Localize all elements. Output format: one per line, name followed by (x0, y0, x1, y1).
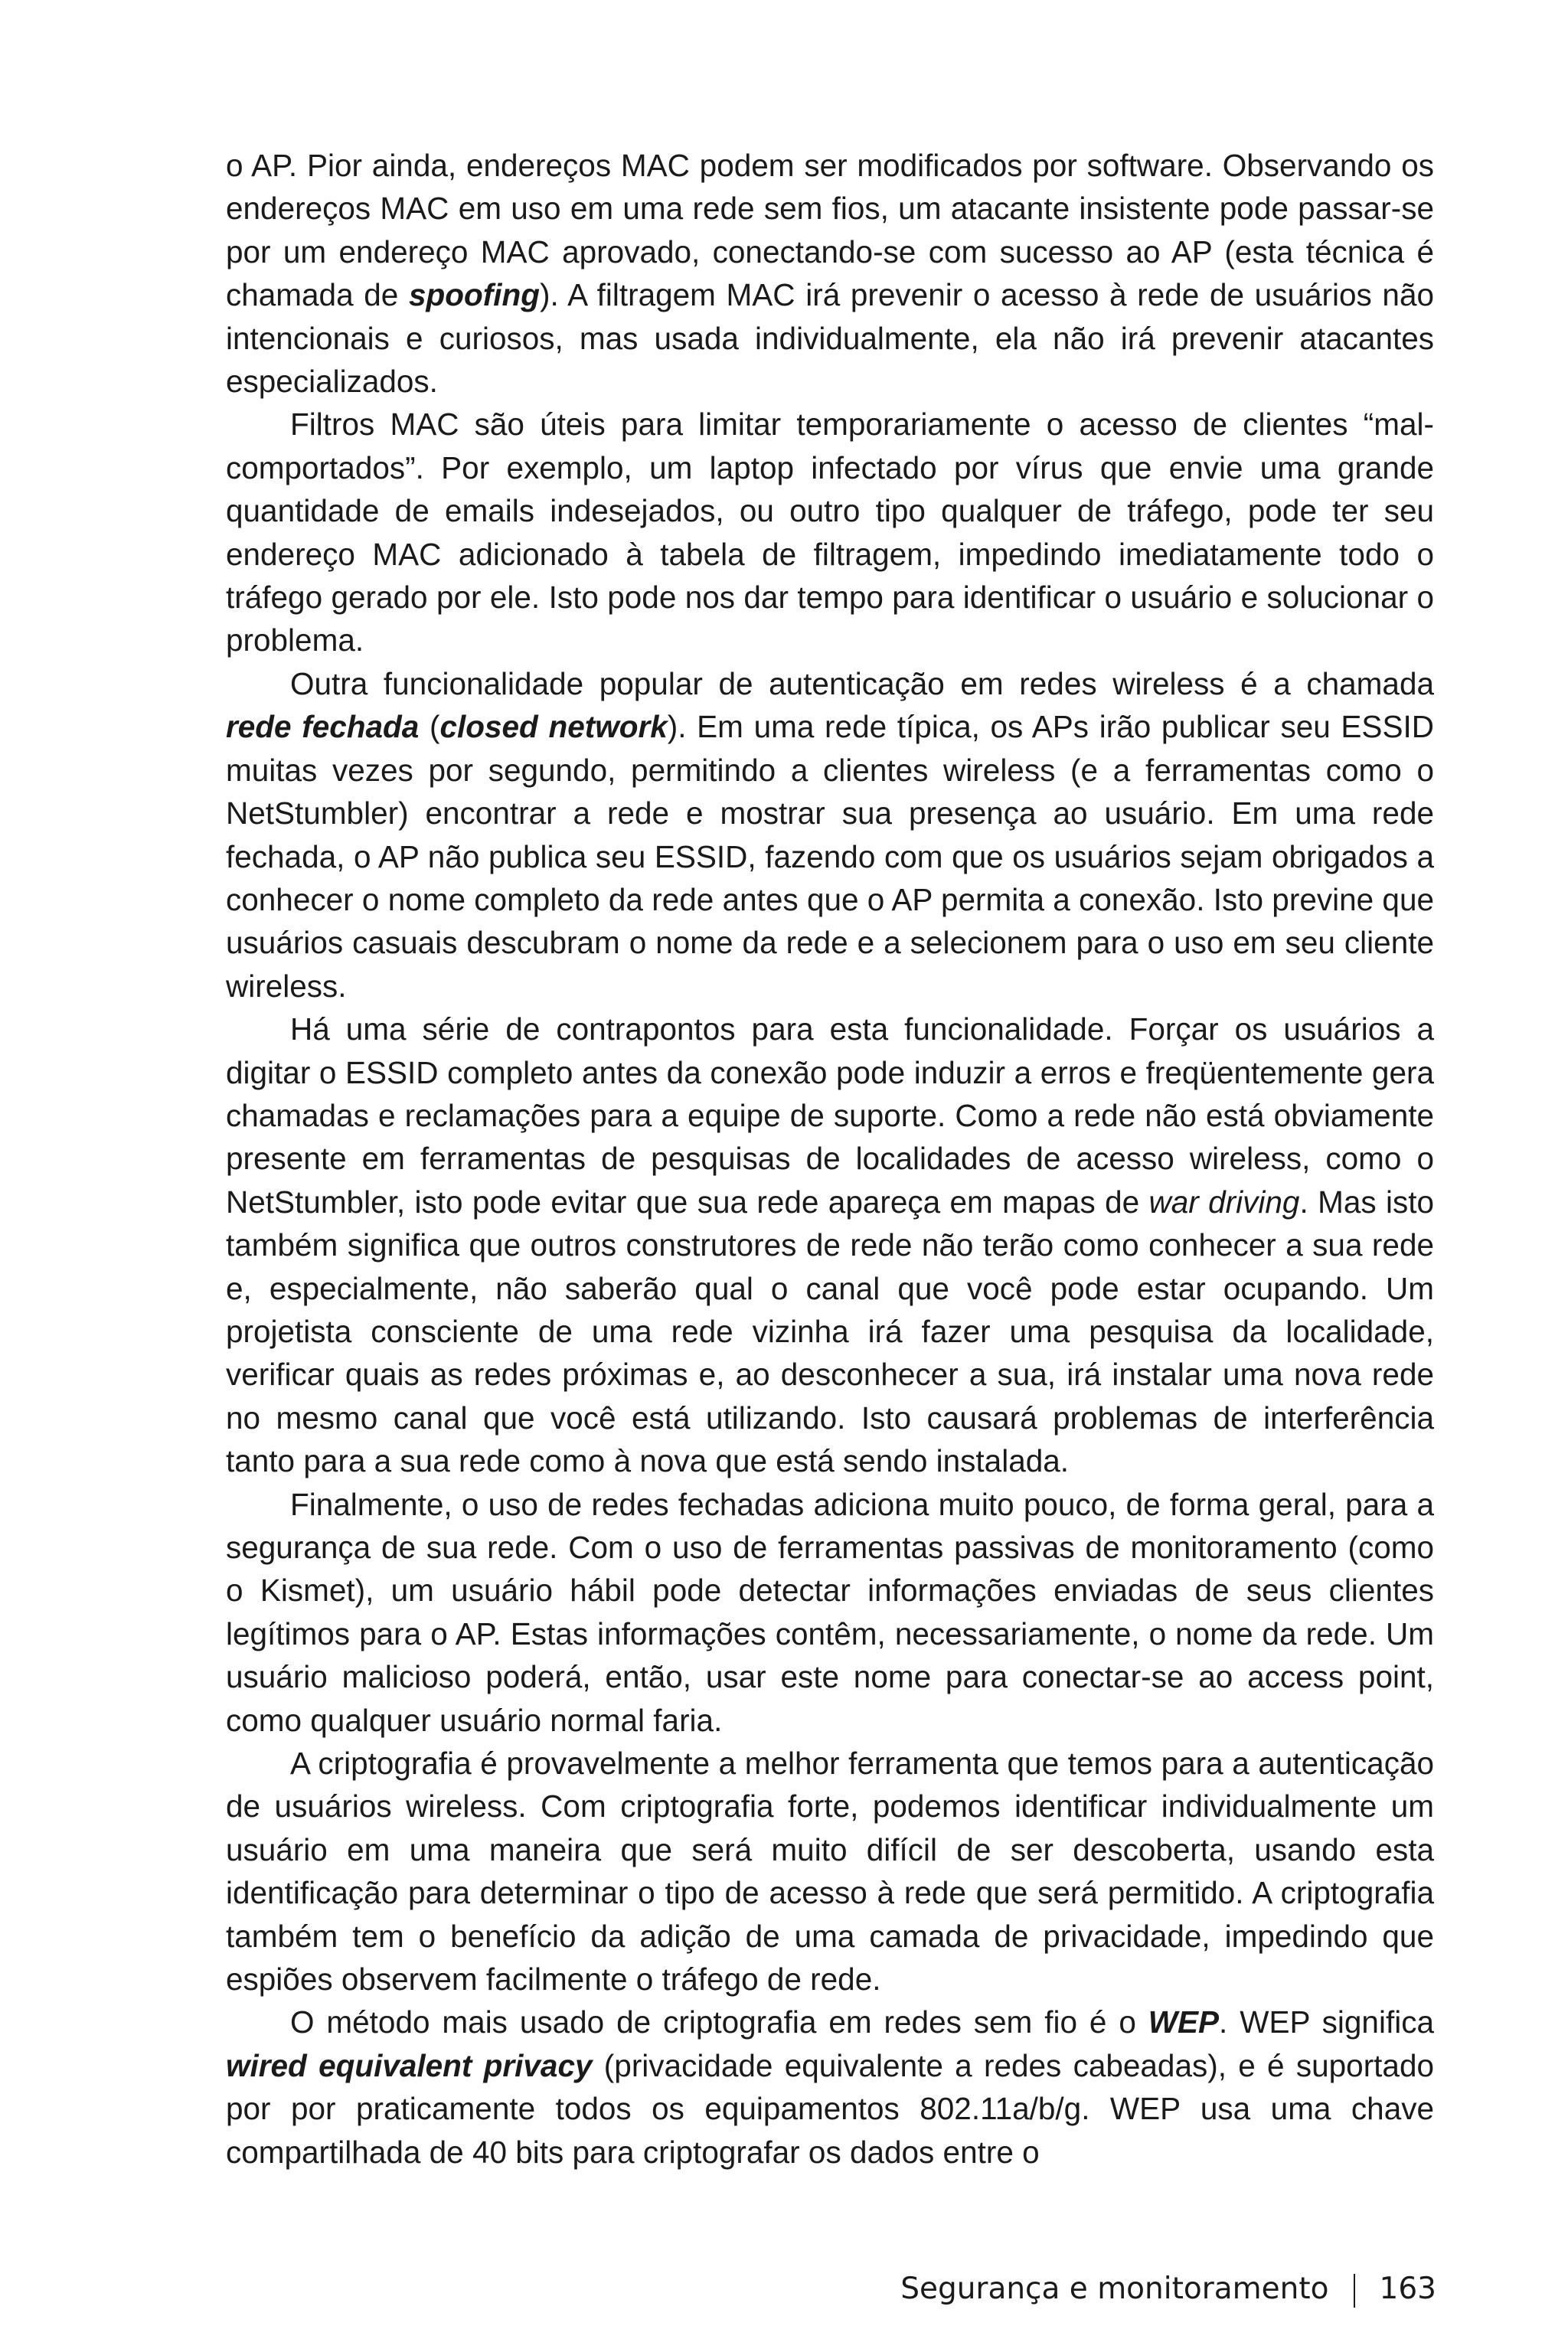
page-number: 163 (1379, 2272, 1436, 2306)
text-run: . Mas isto também significa que outros construtores de rede não terão como conhecer a sua rede e, especialmente, não saberão qual o canal que você pode estar ocupando. Um projetista consciente de uma rede vizinha irá fazer uma pesquisa da localidade, verificar quais as redes próximas e, ao desconhecer a sua, irá instalar uma nova rede no mesmo canal que você está utilizando. Isto causará problemas de interferência tanto para a sua rede como à nova que está sendo instalada. (226, 1184, 1434, 1479)
paragraph (226, 144, 1434, 403)
emphasis-term: spoofing (409, 277, 540, 313)
text-run: A criptografia é provavelmente a melhor ferramenta que temos para a autenticação de usuários wireless. Com criptografia forte, podemos identificar individualmente um usuário em uma maneira que será muito difícil de ser descoberta, usando esta identificação para determinar o tipo de acesso à rede que será permitido. A criptografia também tem o benefício da adição de uma camada de privacidade, impedindo que espiões observem facilmente o tráfego de rede. (226, 1746, 1434, 1998)
paragraph (226, 1742, 1434, 2001)
paragraph (226, 403, 1434, 662)
text-run: ). Em uma rede típica, os APs irão publicar seu ESSID muitas vezes por segundo, permitindo a clientes wireless (e a ferramentas como o NetStumbler) encontrar a rede e mostrar sua presença ao usuário. Em uma rede fechada, o AP não publica seu ESSID, fazendo com que os usuários sejam obrigados a conhecer o nome completo da rede antes que o AP permita a conexão. Isto previne que usuários casuais descubram o nome da rede e a selecionem para o uso em seu cliente wireless. (226, 709, 1434, 1004)
emphasis-term: closed network (439, 709, 668, 745)
text-run: Há uma série de contrapontos para esta funcionalidade. Forçar os usuários a digitar o ESSID completo antes da conexão pode induzir a erros e freqüentemente gera chamadas e reclamações para a equipe de suporte. Como a rede não está obviamente presente em ferramentas de pesquisas de localidades de acesso wireless, como o NetStumbler, isto pode evitar que sua rede apareça em mapas de (226, 1011, 1434, 1220)
text-run: ( (419, 709, 440, 745)
emphasis-term: wired equivalent privacy (226, 2047, 593, 2083)
emphasis-term: WEP (1148, 2004, 1220, 2040)
footer-divider (1354, 2274, 1355, 2308)
page-footer (900, 2268, 1436, 2311)
text-run: o AP. Pior ainda, endereços MAC podem ser modificados por software. Observando os endereços MAC em uso em uma rede sem fios, um atacante insistente pode passar-se por um endereço MAC aprovado, conectando-se com sucesso ao AP (esta técnica é chamada de (226, 148, 1434, 313)
emphasis-term: rede fechada (226, 709, 420, 745)
paragraph (226, 2001, 1434, 2174)
text-run: ). A filtragem MAC irá prevenir o acesso à rede de usuários não intencionais e curiosos, mas usada individualmente, ela não irá prevenir atacantes especializados. (226, 277, 1434, 400)
italic-term: war driving (1148, 1184, 1300, 1220)
paragraph (226, 662, 1434, 1008)
text-run: O método mais usado de criptografia em redes sem fio é o (290, 2004, 1148, 2040)
text-run: Outra funcionalidade popular de autenticação em redes wireless é a chamada (290, 665, 1434, 701)
running-section-title: Segurança e monitoramento (900, 2272, 1329, 2306)
paragraph (226, 1008, 1434, 1482)
text-run: (privacidade equivalente a redes cabeadas), e é suportado por por praticamente todos os equipamentos 802.11a/b/g. WEP usa uma chave compartilhada de 40 bits para criptografar os dados entre o (226, 2047, 1435, 2170)
text-run: Finalmente, o uso de redes fechadas adiciona muito pouco, de forma geral, para a segurança de sua rede. Com o uso de ferramentas passivas de monitoramento (como o Kismet), um usuário hábil pode detectar informações enviadas de seus clientes legítimos para o AP. Estas informações contêm, necessariamente, o nome da rede. Um usuário malicioso poderá, então, usar este nome para conectar-se ao access point, como qualquer usuário normal faria. (226, 1486, 1434, 1738)
body-text (226, 144, 1434, 2174)
text-run: Filtros MAC são úteis para limitar temporariamente o acesso de clientes “mal-comportados”. Por exemplo, um laptop infectado por vírus que envie uma grande quantidade de emails indesejados, ou outro tipo qualquer de tráfego, pode ter seu endereço MAC adicionado à tabela de filtragem, impedindo imediatamente todo o tráfego gerado por ele. Isto pode nos dar tempo para identificar o usuário e solucionar o problema. (226, 407, 1434, 658)
text-run: . WEP significa (1219, 2004, 1434, 2040)
paragraph (226, 1483, 1434, 1742)
